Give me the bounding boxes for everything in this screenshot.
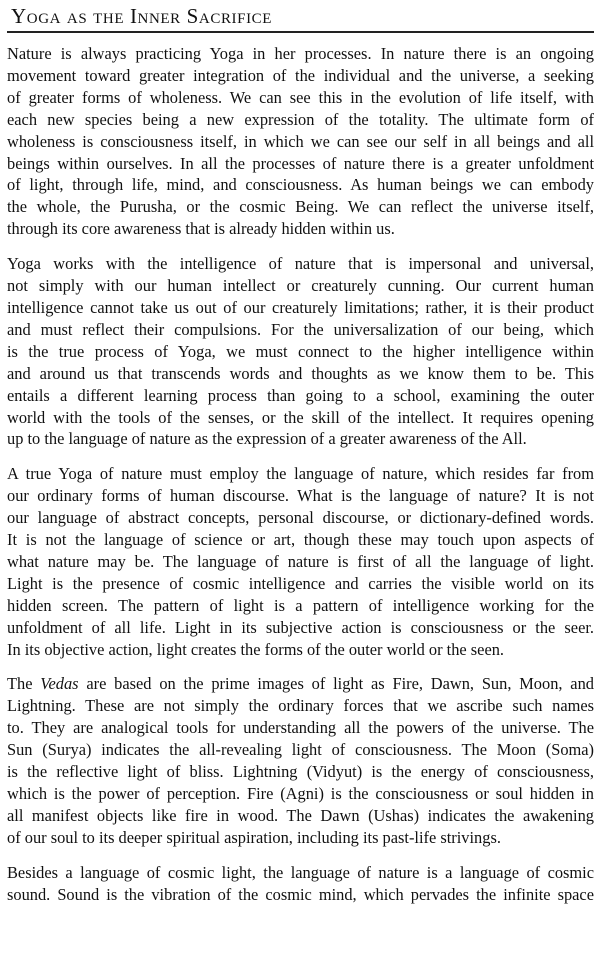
- text-line: Sun (Surya) indicates the all-revealing light of consciousness. The Moon (Soma): [7, 740, 594, 760]
- heading-rule: [7, 31, 594, 33]
- vedas-italic: Vedas: [40, 674, 79, 694]
- text-line: A true Yoga of nature must employ the language of nature, which resides far from: [7, 464, 594, 484]
- text-line: and must reflect their compulsions. For the universalization of our being, which: [7, 319, 594, 339]
- text-line: the whole, the Purusha, or the cosmic Being. We can reflect the universe itself,: [7, 197, 594, 217]
- text-line: unfoldment of all life. Light in its subjective action is consciousness or the seer.: [7, 617, 594, 637]
- text-line: world with the tools of the senses, or the skill of the intellect. It requires opening: [7, 407, 594, 427]
- text-line: our ordinary forms of human discourse. What is the language of nature? It is not: [7, 486, 594, 506]
- text-line: what nature may be. The language of nature is first of all the language of light.: [7, 551, 594, 571]
- text-line: through its core awareness that is already hidden within us.: [7, 219, 395, 239]
- section-heading: Yoga as the Inner Sacrifice: [11, 4, 273, 28]
- text-line: Yoga works with the intelligence of nature that is impersonal and universal,: [7, 254, 594, 274]
- text-line: of our soul to its deeper spiritual aspiration, including its past-life strivings.: [7, 827, 501, 847]
- text-line: up to the language of nature as the expression of a greater awareness of the All.: [7, 429, 527, 449]
- text-line: hidden screen. The pattern of light is a pattern of intelligence working for the: [7, 595, 594, 615]
- paragraph-language-of-nature: [7, 463, 594, 660]
- text-line: our language of abstract concepts, personal discourse, or dictionary-defined words.: [7, 508, 594, 528]
- text-line: to. They are analogical tools for understanding all the powers of the universe. The: [7, 718, 594, 738]
- text-line: not simply with our human intellect or creaturely cunning. Our current human: [7, 276, 594, 296]
- text-line: sound. Sound is the vibration of the cosmic mind, which pervades the infinite space: [7, 884, 594, 904]
- text-line: Light is the presence of cosmic intelligence and carries the visible world on its: [7, 573, 594, 593]
- text-line: Nature is always practicing Yoga in her processes. In nature there is an ongoing: [7, 44, 594, 63]
- text-line: is the reflective light of bliss. Lightning (Vidyut) is the energy of consciousness,: [7, 762, 594, 782]
- text-line: which is the power of perception. Fire (Agni) is the consciousness or soul hidden in: [7, 784, 594, 803]
- text-fragment: The: [7, 674, 41, 694]
- text-line: of greater forms of wholeness. We can see this in the evolution of life itself, with: [7, 87, 594, 107]
- paragraph-nature-practicing-yoga: [7, 43, 594, 240]
- text-line: In its objective action, light creates the forms of the outer world or the seen.: [7, 639, 505, 659]
- text-line: each new species being a new expression of the totality. The ultimate form of: [7, 109, 594, 129]
- text-line: [7, 673, 594, 695]
- paragraph-intelligence-of-nature: [7, 253, 594, 450]
- text-line: entails a different learning process than going to a school, examining the outer: [7, 385, 594, 405]
- text-line: is the true process of Yoga, we must connect to the higher intelligence within: [7, 341, 594, 361]
- text-line: intelligence cannot take us out of our creaturely limitations; rather, it is their product: [7, 297, 594, 317]
- paragraph-vedas-images-of-light: [7, 673, 594, 848]
- text-line: of light, through life, mind, and consciousness. As human beings we can embody: [7, 175, 594, 195]
- text-line: all manifest objects like fire in wood. The Dawn (Ushas) indicates the awakening: [7, 805, 594, 825]
- text-line: and around us that transcends words and thoughts as we know them to be. This: [7, 363, 594, 383]
- text-line: movement toward greater integration of the individual and the universe, a seeking: [7, 65, 594, 85]
- text-line: It is not the language of science or art, though these may touch upon aspects of: [7, 530, 594, 550]
- text-line: Besides a language of cosmic light, the language of nature is a language of cosmic: [7, 862, 594, 882]
- text-line: wholeness is consciousness itself, in which we can see our self in all beings and all: [7, 131, 594, 151]
- text-line: beings within ourselves. In all the processes of nature there is a greater unfoldment: [7, 153, 594, 173]
- paragraph-cosmic-sound: [7, 862, 594, 906]
- text-fragment: are based on the prime images of light as Fire, Dawn, Sun, Moon, and: [78, 674, 594, 694]
- text-line: Lightning. These are not simply the ordinary forces that we ascribe such names: [7, 696, 594, 716]
